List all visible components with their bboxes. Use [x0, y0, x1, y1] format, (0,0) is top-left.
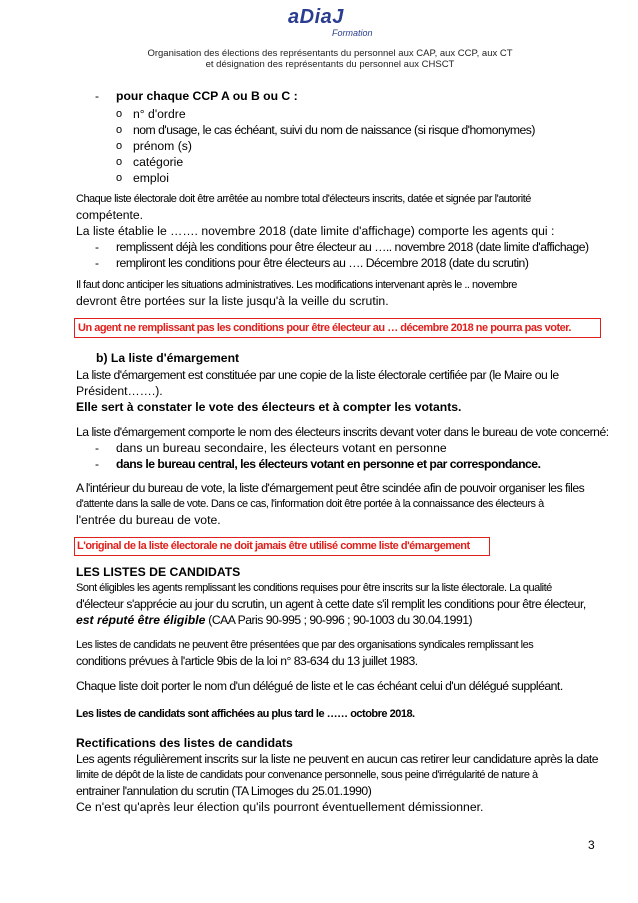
paragraph-line: [76, 613, 472, 627]
paragraph-line: Ce n'est qu'après leur élection qu'ils pourront éventuellement démissionner.: [76, 800, 484, 814]
logo-main-text: aDiaJ: [288, 6, 344, 28]
dash-bullet: -: [95, 89, 99, 103]
dash-bullet: -: [95, 457, 99, 471]
paragraph-line: d'attente dans la salle de vote. Dans ce cas, l'information doit être portée à la connaissance des électeurs à: [76, 498, 544, 510]
ccp-subitem: prénom (s): [133, 139, 192, 153]
paragraph-line: Chaque liste électorale doit être arrêtée au nombre total d'électeurs inscrits, datée et signée par l'autorité: [76, 193, 531, 205]
paragraph-line: conditions prévues à l'article 9bis de la loi n° 83-634 du 13 juillet 1983.: [76, 654, 418, 668]
paragraph-line: La liste d'émargement comporte le nom des électeurs inscrits devant voter dans le bureau de vote concerné:: [76, 425, 609, 439]
paragraph-line: A l'intérieur du bureau de vote, la liste d'émargement peut être scindée afin de pouvoir organiser les files: [76, 481, 585, 495]
circle-bullet-icon: o: [116, 124, 123, 136]
circle-bullet-icon: o: [116, 140, 123, 152]
paragraph-line: Il faut donc anticiper les situations administratives. Les modifications intervenant après le .. novembre: [76, 279, 517, 291]
circle-bullet-icon: o: [116, 156, 123, 168]
list-item: rempliront les conditions pour être électeurs au …. Décembre 2018 (date du scrutin): [116, 256, 529, 270]
list-item: dans le bureau central, les électeurs votant en personne et par correspondance.: [116, 457, 541, 471]
circle-bullet-icon: o: [116, 108, 123, 120]
dash-bullet: -: [95, 441, 99, 455]
candidates-section-title: LES LISTES DE CANDIDATS: [76, 565, 241, 579]
paragraph-line: Les listes de candidats ne peuvent être présentées que par des organisations syndicales remplissant les: [76, 639, 534, 651]
paragraph-line: Sont éligibles les agents remplissant les conditions requises pour être inscrits sur la liste électorale. La qualité: [76, 582, 552, 594]
warning-text-original-list: L'original de la liste électorale ne doit jamais être utilisé comme liste d'émargement: [77, 540, 470, 552]
list-item: dans un bureau secondaire, les électeurs votant en personne: [116, 441, 447, 455]
page-number: 3: [588, 838, 595, 852]
ccp-item-title: pour chaque CCP A ou B ou C :: [116, 89, 298, 103]
paragraph-line: entrainer l'annulation du scrutin (TA Limoges du 25.01.1990): [76, 784, 372, 798]
list-item: remplissent déjà les conditions pour être électeur au ….. novembre 2018 (date limite d'affichage): [116, 240, 589, 254]
eligible-phrase: est réputé être éligible: [76, 613, 206, 627]
paragraph-line: La liste établie le ……. novembre 2018 (date limite d'affichage) comporte les agents qui :: [76, 224, 555, 238]
dash-bullet: -: [95, 240, 99, 254]
paragraph-line: l'entrée du bureau de vote.: [76, 513, 221, 527]
header-line-1: Organisation des élections des représentants du personnel aux CAP, aux CCP, aux CT: [147, 48, 513, 59]
paragraph-line: Chaque liste doit porter le nom d'un délégué de liste et le cas échéant celui d'un délégué suppléant.: [76, 679, 563, 693]
dash-bullet: -: [95, 256, 99, 270]
paragraph-line: La liste d'émargement est constituée par une copie de la liste électorale certifiée par (le Maire ou le: [76, 368, 559, 382]
logo-sub-text: Formation: [332, 28, 373, 38]
paragraph-line: devront être portées sur la liste jusqu'à la veille du scrutin.: [76, 294, 389, 308]
rectifications-title: Rectifications des listes de candidats: [76, 736, 293, 750]
ccp-subitem: nom d'usage, le cas échéant, suivi du nom de naissance (si risque d'homonymes): [133, 123, 535, 137]
paragraph-line: Les listes de candidats sont affichées au plus tard le …… octobre 2018.: [76, 708, 415, 720]
paragraph-line: compétente.: [76, 208, 144, 222]
ccp-subitem: emploi: [133, 171, 169, 185]
warning-text-voting: Un agent ne remplissant pas les conditions pour être électeur au … décembre 2018 ne pourra pas voter.: [78, 322, 571, 334]
circle-bullet-icon: o: [116, 172, 123, 184]
ccp-subitem: n° d'ordre: [133, 107, 186, 121]
ccp-subitem: catégorie: [133, 155, 184, 169]
paragraph-line: Président…….).: [76, 384, 163, 398]
section-b-title: b) La liste d'émargement: [96, 351, 240, 365]
case-law-reference: (CAA Paris 90-995 ; 90-996 ; 90-1003 du 30.04.1991): [205, 613, 473, 627]
paragraph-line: limite de dépôt de la liste de candidats pour convenance personnelle, sous peine d'irrégularité de nature à: [76, 769, 538, 781]
header-line-2: et désignation des représentants du personnel aux CHSCT: [205, 59, 455, 70]
paragraph-line: Les agents régulièrement inscrits sur la liste ne peuvent en aucun cas retirer leur candidature après la date: [76, 752, 599, 766]
paragraph-line: d'électeur s'apprécie au jour du scrutin, un agent à cette date s'il remplit les conditions pour être électeur,: [76, 597, 586, 611]
adiaj-logo: [288, 6, 384, 44]
bold-statement: Elle sert à constater le vote des électeurs et à compter les votants.: [76, 400, 462, 414]
